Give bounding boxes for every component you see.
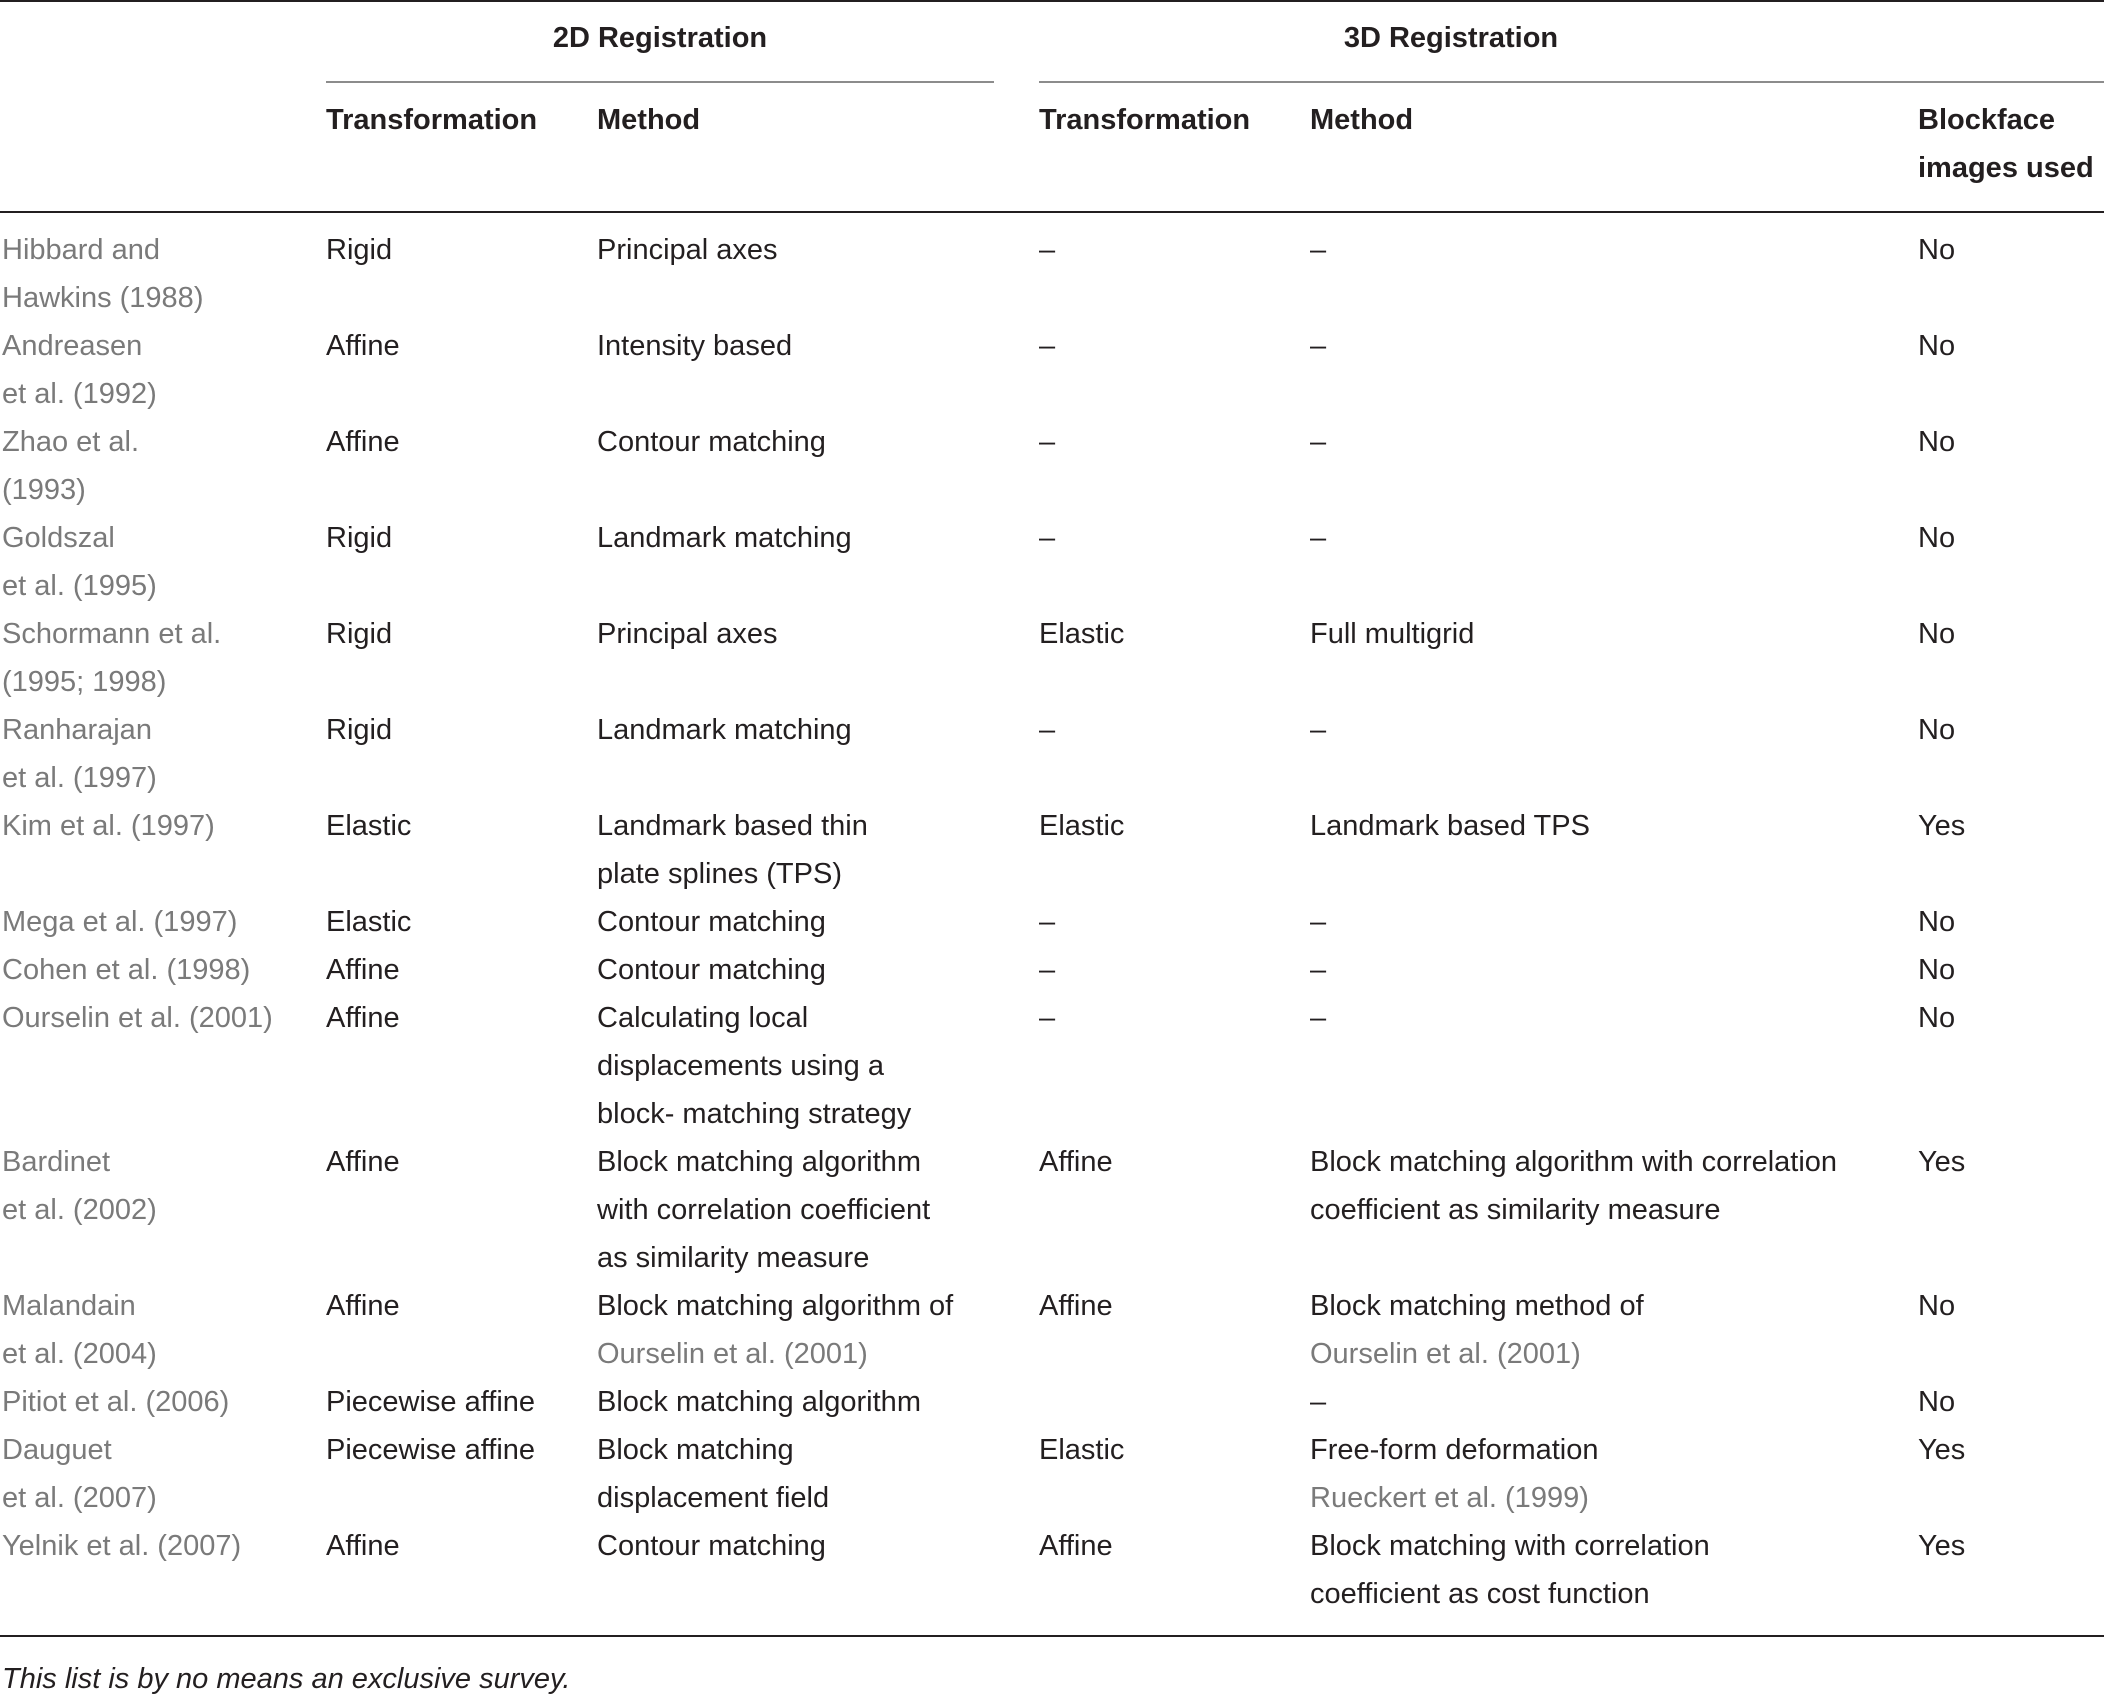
row-study: Ourselin et al. (2001) <box>2 1002 273 1034</box>
table-footnote: This list is by no means an exclusive survey. <box>2 1663 571 1695</box>
row-study: Hibbard and Hawkins (1988) <box>2 234 204 314</box>
row-method-3d-reference: Rueckert et al. (1999) <box>1310 1482 1589 1514</box>
row-method-2d-reference: Ourselin et al. (2001) <box>597 1338 868 1370</box>
row-blockface: No <box>1918 618 1956 650</box>
row-transformation-3d: Affine <box>1039 1530 1113 1562</box>
row-method-3d: – <box>1310 426 1327 458</box>
row-transformation-3d: – <box>1039 954 1056 986</box>
row-study: Dauguet et al. (2007) <box>2 1434 157 1514</box>
header-transformation-2d: Transformation <box>326 104 538 136</box>
row-transformation-2d: Elastic <box>326 810 412 842</box>
header-blockface: Blockface images used <box>1918 104 2094 184</box>
row-method-3d: – <box>1310 714 1327 746</box>
row-blockface: No <box>1918 330 1956 362</box>
row-method-3d: – <box>1310 234 1327 266</box>
top-rule <box>0 0 2104 2</box>
row-blockface: Yes <box>1918 1530 1966 1562</box>
row-method-2d: Intensity based <box>597 330 793 362</box>
row-study: Cohen et al. (1998) <box>2 954 251 986</box>
row-blockface: No <box>1918 1002 1956 1034</box>
row-study: Schormann et al. (1995; 1998) <box>2 618 222 698</box>
row-method-2d: Landmark matching <box>597 522 852 554</box>
row-method-2d: Contour matching <box>597 426 826 458</box>
row-transformation-2d: Affine <box>326 426 400 458</box>
row-transformation-3d: – <box>1039 522 1056 554</box>
row-method-3d: – <box>1310 954 1327 986</box>
group-rule-3d <box>1039 81 2104 83</box>
row-transformation-3d: – <box>1039 714 1056 746</box>
row-transformation-2d: Affine <box>326 1290 400 1322</box>
row-study: Mega et al. (1997) <box>2 906 238 938</box>
row-transformation-3d: – <box>1039 1002 1056 1034</box>
row-method-2d: Block matching displacement field <box>597 1434 830 1514</box>
row-study: Ranharajan et al. (1997) <box>2 714 157 794</box>
row-transformation-3d: – <box>1039 426 1056 458</box>
row-method-3d-reference: Ourselin et al. (2001) <box>1310 1338 1581 1370</box>
row-transformation-2d: Rigid <box>326 522 393 554</box>
row-method-2d: Block matching algorithm with correlation coefficient as similarity measure <box>597 1146 931 1274</box>
row-method-2d: Principal axes <box>597 234 778 266</box>
row-transformation-2d: Affine <box>326 1530 400 1562</box>
row-transformation-3d: – <box>1039 234 1056 266</box>
row-blockface: No <box>1918 1386 1956 1418</box>
row-blockface: No <box>1918 1290 1956 1322</box>
row-study: Pitiot et al. (2006) <box>2 1386 230 1418</box>
row-transformation-2d: Affine <box>326 1002 400 1034</box>
row-transformation-3d: Elastic <box>1039 618 1125 650</box>
row-blockface: Yes <box>1918 810 1966 842</box>
row-blockface: Yes <box>1918 1146 1966 1178</box>
group-header-3d: 3D Registration <box>1343 22 1559 54</box>
bottom-rule <box>0 1635 2104 1637</box>
header-method-3d: Method <box>1310 104 1414 136</box>
row-transformation-2d: Affine <box>326 1146 400 1178</box>
row-transformation-2d: Piecewise affine <box>326 1434 536 1466</box>
row-transformation-2d: Rigid <box>326 618 393 650</box>
row-study: Malandain et al. (2004) <box>2 1290 157 1370</box>
row-blockface: No <box>1918 234 1956 266</box>
group-rule-2d <box>326 81 994 83</box>
row-blockface: No <box>1918 954 1956 986</box>
row-method-3d: Block matching algorithm with correlation coefficient as similarity measure <box>1310 1146 1838 1226</box>
row-transformation-3d: Elastic <box>1039 810 1125 842</box>
row-method-3d: – <box>1310 1386 1327 1418</box>
header-method-2d: Method <box>597 104 701 136</box>
row-method-3d: – <box>1310 330 1327 362</box>
header-transformation-3d: Transformation <box>1039 104 1251 136</box>
row-transformation-3d: – <box>1039 330 1056 362</box>
row-transformation-2d: Affine <box>326 954 400 986</box>
row-method-3d: – <box>1310 906 1327 938</box>
row-study: Bardinet et al. (2002) <box>2 1146 157 1226</box>
row-transformation-3d: Affine <box>1039 1146 1113 1178</box>
row-method-2d: Landmark based thin plate splines (TPS) <box>597 810 868 890</box>
row-blockface: No <box>1918 714 1956 746</box>
row-method-3d: – <box>1310 1002 1327 1034</box>
header-rule <box>0 211 2104 213</box>
row-transformation-3d: – <box>1039 906 1056 938</box>
row-transformation-2d: Rigid <box>326 234 393 266</box>
row-study: Zhao et al. (1993) <box>2 426 140 506</box>
row-blockface: Yes <box>1918 1434 1966 1466</box>
row-study: Yelnik et al. (2007) <box>2 1530 242 1562</box>
row-blockface: No <box>1918 906 1956 938</box>
row-transformation-2d: Piecewise affine <box>326 1386 536 1418</box>
row-transformation-3d: Elastic <box>1039 1434 1125 1466</box>
row-transformation-2d: Rigid <box>326 714 393 746</box>
row-method-3d: – <box>1310 522 1327 554</box>
group-header-2d: 2D Registration <box>552 22 768 54</box>
row-method-2d: Contour matching <box>597 906 826 938</box>
row-method-2d: Principal axes <box>597 618 778 650</box>
row-method-3d: Block matching method of <box>1310 1290 1644 1322</box>
row-method-3d: Landmark based TPS <box>1310 810 1590 842</box>
row-method-2d: Block matching algorithm of <box>597 1290 954 1322</box>
row-transformation-2d: Affine <box>326 330 400 362</box>
row-method-3d: Full multigrid <box>1310 618 1475 650</box>
row-transformation-3d: Affine <box>1039 1290 1113 1322</box>
row-method-2d: Contour matching <box>597 1530 826 1562</box>
row-method-2d: Calculating local displacements using a block- matching strategy <box>597 1002 912 1130</box>
row-study: Kim et al. (1997) <box>2 810 215 842</box>
row-study: Andreasen et al. (1992) <box>2 330 157 410</box>
row-blockface: No <box>1918 522 1956 554</box>
row-blockface: No <box>1918 426 1956 458</box>
row-method-2d: Block matching algorithm <box>597 1386 921 1418</box>
row-study: Goldszal et al. (1995) <box>2 522 157 602</box>
row-method-2d: Landmark matching <box>597 714 852 746</box>
row-method-3d: Block matching with correlation coefficient as cost function <box>1310 1530 1710 1610</box>
row-method-3d: Free-form deformation <box>1310 1434 1599 1466</box>
row-method-2d: Contour matching <box>597 954 826 986</box>
row-transformation-2d: Elastic <box>326 906 412 938</box>
